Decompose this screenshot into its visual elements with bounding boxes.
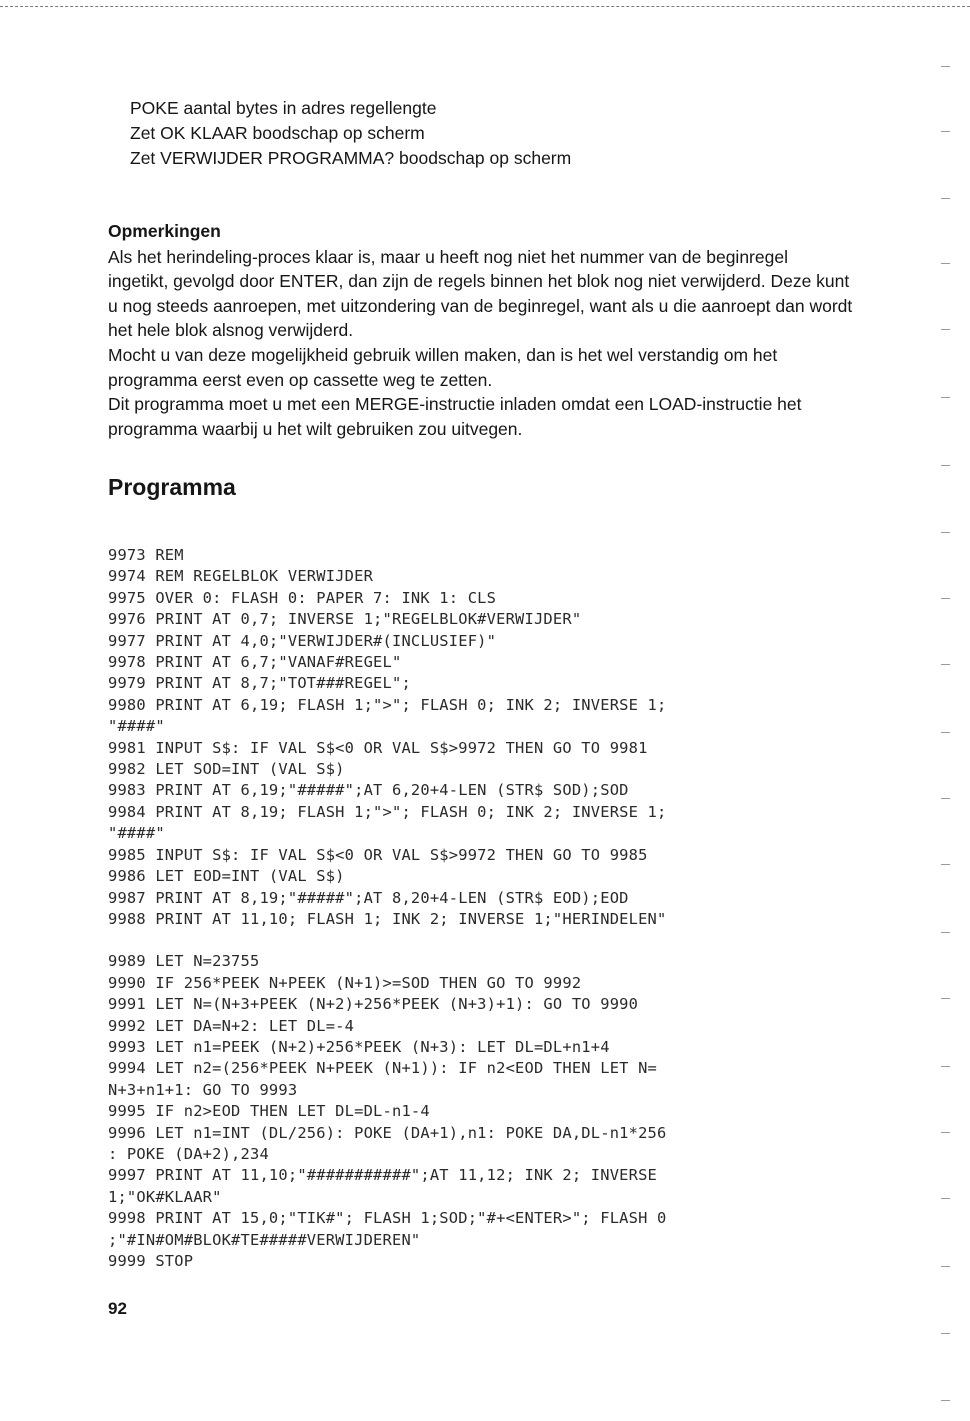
code-line: 9997 PRINT AT 11,10;"###########";AT 11,12; INK 2; INVERSE xyxy=(108,1166,658,1185)
code-line: 9985 INPUT S$: IF VAL S$<0 OR VAL S$>9972 THEN GO TO 9985 xyxy=(108,845,648,864)
margin-tick xyxy=(941,397,950,398)
code-line: "####" xyxy=(108,717,165,736)
margin-tick xyxy=(941,66,950,67)
code-line: 9975 OVER 0: FLASH 0: PAPER 7: INK 1: CLS xyxy=(108,588,497,607)
margin-tick xyxy=(941,932,950,933)
margin-tick xyxy=(941,1066,950,1067)
margin-tick xyxy=(941,864,950,865)
code-line: 9990 IF 256*PEEK N+PEEK (N+1)>=SOD THEN GO TO 9992 xyxy=(108,973,582,992)
code-line: 9974 REM REGELBLOK VERWIJDER xyxy=(108,567,374,586)
margin-tick-marks xyxy=(937,0,957,1421)
margin-tick xyxy=(941,798,950,799)
remarks-paragraph: Dit programma moet u met een MERGE-instructie inladen omdat een LOAD-instructie het programma waarbij u het wilt gebruiken zou uitvegen. xyxy=(108,394,802,439)
program-listing xyxy=(108,545,868,1272)
margin-tick xyxy=(941,131,950,132)
code-line: 9988 PRINT AT 11,10; FLASH 1; INK 2; INVERSE 1;"HERINDELEN" xyxy=(108,909,667,928)
code-line: 9984 PRINT AT 8,19; FLASH 1;">"; FLASH 0; INK 2; INVERSE 1; xyxy=(108,802,667,821)
code-line: 9994 LET n2=(256*PEEK N+PEEK (N+1)): IF n2<EOD THEN LET N= xyxy=(108,1059,658,1078)
step-line: Zet OK KLAAR boodschap op scherm xyxy=(130,123,425,143)
step-line: Zet VERWIJDER PROGRAMMA? boodschap op scherm xyxy=(130,148,572,168)
margin-tick xyxy=(941,664,950,665)
code-line: 9983 PRINT AT 6,19;"#####";AT 6,20+4-LEN (STR$ SOD);SOD xyxy=(108,781,629,800)
margin-tick xyxy=(941,465,950,466)
code-line: 9999 STOP xyxy=(108,1252,194,1270)
remarks-paragraph: Mocht u van deze mogelijkheid gebruik willen maken, dan is het wel verstandig om het programma eerst even op cassette weg te zetten. xyxy=(108,344,778,390)
code-line: 9998 PRINT AT 15,0;"TIK#"; FLASH 1;SOD;"#+<ENTER>"; FLASH 0 xyxy=(108,1209,667,1228)
margin-tick xyxy=(941,329,950,330)
margin-tick xyxy=(941,1198,950,1199)
margin-tick xyxy=(941,1333,950,1334)
code-line: 9976 PRINT AT 0,7; INVERSE 1;"REGELBLOK#VERWIJDER" xyxy=(108,610,582,629)
code-line: 1;"OK#KLAAR" xyxy=(108,1187,222,1206)
code-line: 9989 LET N=23755 xyxy=(108,952,260,971)
margin-tick xyxy=(941,263,950,264)
code-line: 9973 REM xyxy=(108,546,184,564)
top-edge-rule xyxy=(0,6,970,7)
margin-tick xyxy=(941,732,950,733)
code-line: ;"#IN#OM#BLOK#TE#####VERWIJDEREN" xyxy=(108,1230,421,1249)
code-line: 9991 LET N=(N+3+PEEK (N+2)+256*PEEK (N+3)+1): GO TO 9990 xyxy=(108,995,639,1014)
page-number: 92 xyxy=(108,1299,127,1318)
remarks-heading: Opmerkingen xyxy=(108,221,221,241)
code-line: 9977 PRINT AT 4,0;"VERWIJDER#(INCLUSIEF)" xyxy=(108,631,497,650)
step-list xyxy=(130,96,571,171)
margin-tick xyxy=(941,998,950,999)
margin-tick xyxy=(941,1266,950,1267)
code-line: 9981 INPUT S$: IF VAL S$<0 OR VAL S$>9972 THEN GO TO 9981 xyxy=(108,738,648,757)
code-line: 9987 PRINT AT 8,19;"#####";AT 8,20+4-LEN (STR$ EOD);EOD xyxy=(108,888,629,907)
code-line: 9992 LET DA=N+2: LET DL=-4 xyxy=(108,1016,355,1035)
code-line: 9982 LET SOD=INT (VAL S$) xyxy=(108,760,345,779)
code-line: 9978 PRINT AT 6,7;"VANAF#REGEL" xyxy=(108,653,402,672)
code-line: "####" xyxy=(108,824,165,843)
code-line: 9979 PRINT AT 8,7;"TOT###REGEL"; xyxy=(108,674,411,693)
code-line: 9996 LET n1=INT (DL/256): POKE (DA+1),n1: POKE DA,DL-n1*256 xyxy=(108,1123,667,1142)
code-line: : POKE (DA+2),234 xyxy=(108,1144,269,1163)
margin-tick xyxy=(941,1132,950,1133)
margin-tick xyxy=(941,198,950,199)
code-line: 9995 IF n2>EOD THEN LET DL=DL-n1-4 xyxy=(108,1102,430,1121)
code-line: 9986 LET EOD=INT (VAL S$) xyxy=(108,867,345,886)
step-line: POKE aantal bytes in adres regellengte xyxy=(130,98,437,118)
remarks-paragraph: Als het herindeling-proces klaar is, maar u heeft nog niet het nummer van de beginregel ingetikt, gevolgd door ENTER, dan zijn de regels binnen het blok nog niet verwijderd. Deze kunt u nog steeds aanroepen, met uitzondering van de beginregel, want als u die aanroept dan wordt het hele blok alsnog verwijderd. xyxy=(108,246,853,341)
section-title: Programma xyxy=(108,474,236,500)
margin-tick xyxy=(941,598,950,599)
margin-tick xyxy=(941,1400,950,1401)
code-line: N+3+n1+1: GO TO 9993 xyxy=(108,1080,298,1099)
margin-tick xyxy=(941,532,950,533)
code-line: 9993 LET n1=PEEK (N+2)+256*PEEK (N+3): LET DL=DL+n1+4 xyxy=(108,1037,610,1056)
code-line: 9980 PRINT AT 6,19; FLASH 1;">"; FLASH 0; INK 2; INVERSE 1; xyxy=(108,695,667,714)
remarks-section xyxy=(108,219,853,441)
